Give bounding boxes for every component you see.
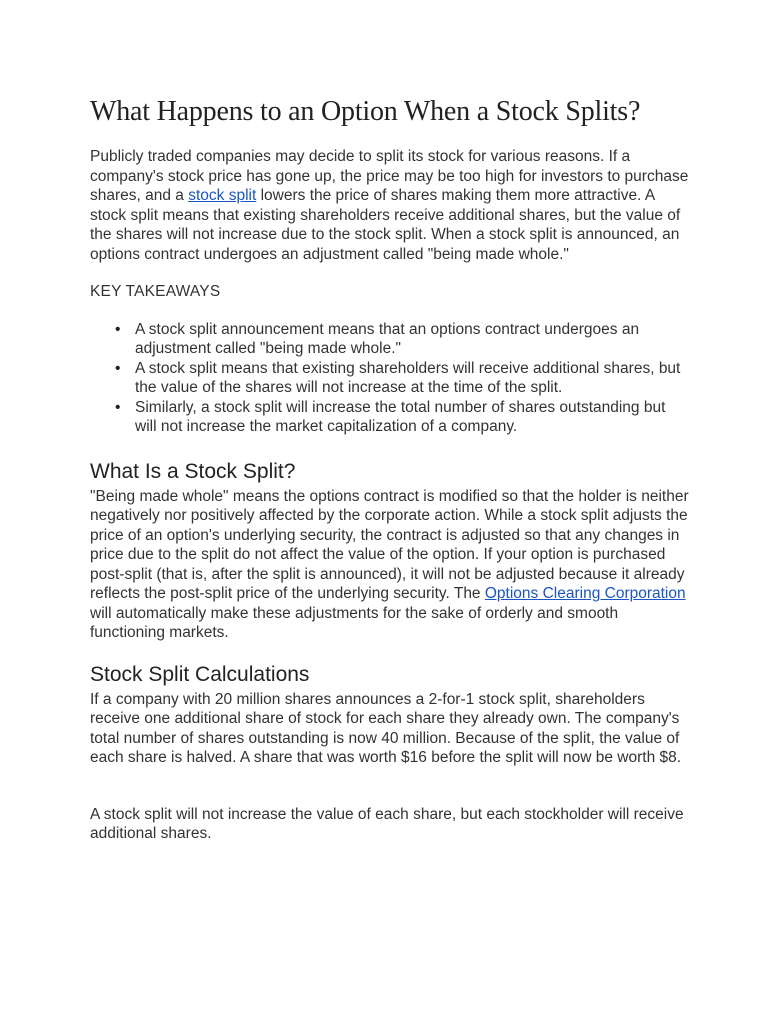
options-clearing-corporation-link[interactable]: Options Clearing Corporation — [484, 585, 686, 602]
section-heading-calculations: Stock Split Calculations — [90, 662, 310, 686]
article-title: What Happens to an Option When a Stock Splits? — [90, 96, 641, 127]
key-takeaway-item: • A stock split means that existing shareholders will receive additional shares, but the value of the shares will not increase at the time of the split. — [135, 359, 690, 398]
stock-split-link[interactable]: stock split — [188, 187, 257, 204]
intro-text-2: lowers the price of shares making them more attractive. A stock split means that existing shareholders receive additional shares, but the value of the shares will not increase due to the stock split. When a stock split is announced, an options contract undergoes an adjustment called "being made whole." — [90, 187, 681, 263]
section-paragraph-calculations: If a company with 20 million shares announces a 2-for-1 stock split, shareholders receive one additional share of stock for each share they already own. The company's total number of shares outstanding is now 40 million. Because of the split, the value of each share is halved. A share that was worth $16 before the split will now be worth $8. — [90, 690, 682, 766]
intro-text-1: Publicly traded companies may decide to split its stock for various reasons. If a company's stock price has gone up, the price may be too high for investors to purchase shares, and a — [90, 148, 689, 204]
section1-text-1: "Being made whole" means the options contract is modified so that the holder is neither negatively nor positively affected by the corporate action. While a stock split adjusts the price of an option's underlying security, the contract is adjusted so that any changes in price due to the split do not affect the value of the option. If your option is purchased post-split (that is, after the split is announced), it will not be adjusted because it already reflects the post-split price of the underlying security. The — [90, 487, 689, 602]
key-takeaway-item: • Similarly, a stock split will increase the total number of shares outstanding but will not increase the market capitalization of a company. — [135, 398, 690, 437]
key-takeaways-list — [90, 320, 690, 437]
section-paragraph-stock-split — [90, 487, 690, 643]
section-heading-stock-split: What Is a Stock Split? — [90, 459, 296, 483]
key-takeaways-label: KEY TAKEAWAYS — [90, 283, 221, 300]
article — [90, 94, 690, 844]
key-takeaway-item: • A stock split announcement means that an options contract undergoes an adjustment called "being made whole." — [135, 320, 690, 359]
section1-text-2: will automatically make these adjustments for the sake of orderly and smooth functioning markets. — [90, 604, 619, 641]
closing-paragraph: A stock split will not increase the value of each share, but each stockholder will receive additional shares. — [90, 805, 684, 842]
intro-paragraph — [90, 147, 690, 264]
